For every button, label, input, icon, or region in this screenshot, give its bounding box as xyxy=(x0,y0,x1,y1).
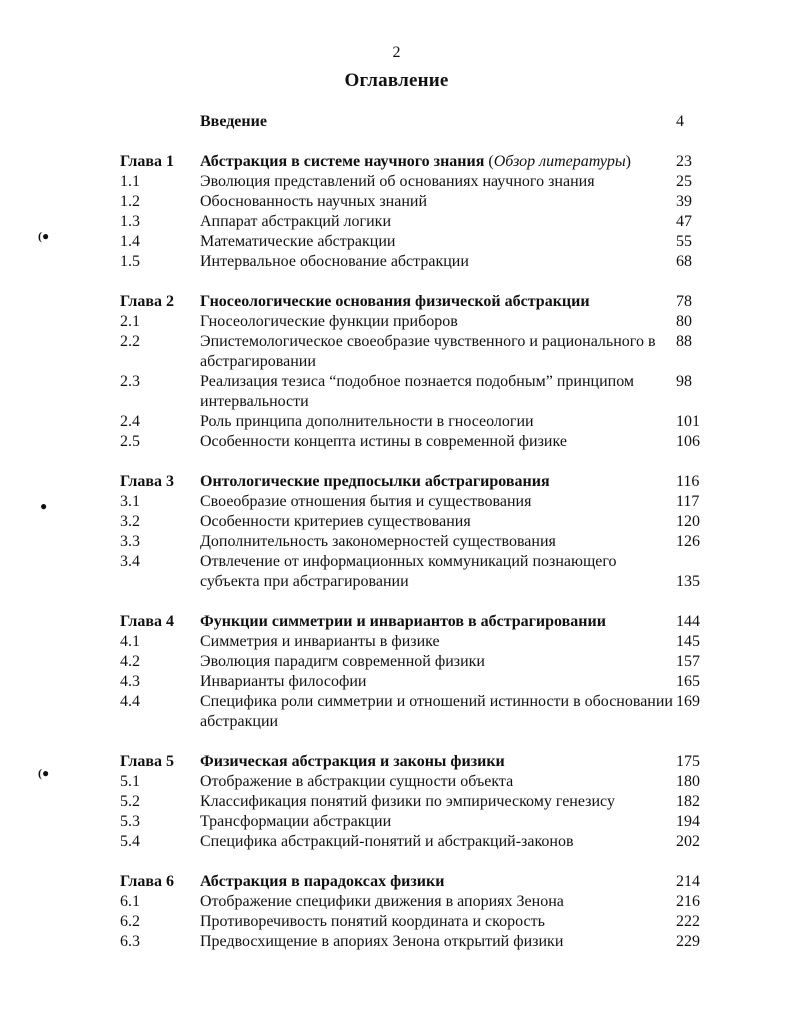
section-page: 117 xyxy=(676,493,700,510)
toc-row-chapter xyxy=(0,472,793,492)
section-page: 135 xyxy=(676,573,700,590)
section-page: 216 xyxy=(676,893,700,910)
toc-chapter xyxy=(0,152,793,272)
chapter-title xyxy=(200,752,674,772)
section-number: 4.2 xyxy=(120,653,140,670)
section-title: Дополнительность закономерностей существования xyxy=(200,533,556,550)
section-title: Особенности концепта истины в современной физике xyxy=(200,433,567,450)
chapter-title-paren-close: ) xyxy=(625,153,631,170)
chapter-title-paren-open: ( xyxy=(484,153,494,170)
section-number: 5.3 xyxy=(120,813,140,830)
toc-row-section xyxy=(0,172,793,192)
section-page: 106 xyxy=(676,433,700,450)
section-number: 1.5 xyxy=(120,253,140,270)
section-page: 202 xyxy=(676,833,700,850)
margin-mark: (● xyxy=(38,766,50,780)
section-page: 157 xyxy=(676,653,700,670)
toc-row-chapter xyxy=(0,292,793,312)
toc-row-section xyxy=(0,192,793,212)
toc-row-chapter xyxy=(0,612,793,632)
section-page: 120 xyxy=(676,513,700,530)
section-title: Своеобразие отношения бытия и существования xyxy=(200,493,532,510)
section-title: Предвосхищение в апориях Зенона открытий физики xyxy=(200,933,564,950)
section-number: 2.4 xyxy=(120,413,140,430)
section-number: 6.2 xyxy=(120,913,140,930)
section-page: 165 xyxy=(676,673,700,690)
toc-row-section xyxy=(0,252,793,272)
chapter-title xyxy=(200,872,674,892)
toc-row-section xyxy=(0,792,793,812)
table-of-contents xyxy=(0,112,793,972)
toc-row-intro xyxy=(0,112,793,132)
section-title: Противоречивость понятий координата и скорость xyxy=(200,913,545,930)
toc-chapter xyxy=(0,872,793,952)
margin-mark: (● xyxy=(38,229,50,243)
section-title: Отображение в абстракции сущности объекта xyxy=(200,773,514,790)
chapter-title-text: Абстракция в системе научного знания xyxy=(200,153,485,170)
toc-row-section xyxy=(0,832,793,852)
section-page: 98 xyxy=(676,373,692,390)
toc-chapter xyxy=(0,292,793,452)
section-number: 6.3 xyxy=(120,933,140,950)
chapter-page: 23 xyxy=(676,153,692,170)
toc-row-section xyxy=(0,692,793,732)
chapter-title-text: Абстракция в парадоксах физики xyxy=(200,873,445,890)
toc-row-section xyxy=(0,552,793,592)
toc-row-chapter xyxy=(0,752,793,772)
chapter-title-note: Обзор литературы xyxy=(493,153,626,170)
section-page: 222 xyxy=(676,913,700,930)
section-page: 68 xyxy=(676,253,692,270)
section-page: 229 xyxy=(676,933,700,950)
section-number: 5.2 xyxy=(120,793,140,810)
chapter-page: 78 xyxy=(676,293,692,310)
section-title: Реализация тезиса “подобное познается подобным” принципом интервальности xyxy=(200,373,635,410)
toc-row-section xyxy=(0,312,793,332)
toc-row-chapter xyxy=(0,872,793,892)
section-page: 194 xyxy=(676,813,700,830)
section-number: 1.2 xyxy=(120,193,140,210)
toc-row-section xyxy=(0,932,793,952)
section-number: 6.1 xyxy=(120,893,140,910)
toc-row-section xyxy=(0,232,793,252)
section-number: 2.1 xyxy=(120,313,140,330)
section-number: 4.1 xyxy=(120,633,140,650)
toc-row-section xyxy=(0,512,793,532)
margin-mark: ● xyxy=(40,499,48,513)
section-number: 3.3 xyxy=(120,533,140,550)
section-title: Эволюция представлений об основаниях научного знания xyxy=(200,173,595,190)
section-number: 3.4 xyxy=(120,553,140,570)
section-page: 101 xyxy=(676,413,700,430)
section-page: 180 xyxy=(676,773,700,790)
page-number: 2 xyxy=(392,44,401,61)
section-number: 2.3 xyxy=(120,373,140,390)
section-title: Отображение специфики движения в апориях Зенона xyxy=(200,893,564,910)
section-page: 169 xyxy=(676,693,700,710)
chapter-title-text: Онтологические предпосылки абстрагирования xyxy=(200,473,550,490)
section-page: 126 xyxy=(676,533,700,550)
toc-row-section xyxy=(0,372,793,412)
chapter-number: Глава 5 xyxy=(120,753,174,770)
section-title: Интервальное обоснование абстракции xyxy=(200,253,469,270)
section-number: 3.1 xyxy=(120,493,140,510)
section-number: 2.2 xyxy=(120,333,140,350)
toc-chapter xyxy=(0,612,793,732)
toc-row-section xyxy=(0,912,793,932)
chapter-number: Глава 4 xyxy=(120,613,174,630)
toc-row-chapter xyxy=(0,152,793,172)
chapter-title-text: Физическая абстракция и законы физики xyxy=(200,753,505,770)
toc-row-section xyxy=(0,632,793,652)
toc-row-section xyxy=(0,332,793,372)
section-page: 25 xyxy=(676,173,692,190)
section-number: 1.3 xyxy=(120,213,140,230)
section-page: 55 xyxy=(676,233,692,250)
toc-row-section xyxy=(0,652,793,672)
section-number: 4.3 xyxy=(120,673,140,690)
section-title: Инварианты философии xyxy=(200,673,367,690)
toc-row-section xyxy=(0,412,793,432)
section-title: Эпистемологическое своеобразие чувственного и рационального в абстрагировании xyxy=(200,333,656,370)
section-title: Эволюция парадигм современной физики xyxy=(200,653,485,670)
toc-row-section xyxy=(0,432,793,452)
chapter-title-text: Функции симметрии и инвариантов в абстрагировании xyxy=(200,613,606,630)
toc-row-section xyxy=(0,212,793,232)
section-title: Математические абстракции xyxy=(200,233,396,250)
chapter-number: Глава 2 xyxy=(120,293,174,310)
section-page: 47 xyxy=(676,213,692,230)
section-title: Особенности критериев существования xyxy=(200,513,471,530)
chapter-number: Глава 6 xyxy=(120,873,174,890)
section-page: 80 xyxy=(676,313,692,330)
section-title: Симметрия и инварианты в физике xyxy=(200,633,440,650)
section-title: Гносеологические функции приборов xyxy=(200,313,458,330)
section-title: Аппарат абстракций логики xyxy=(200,213,391,230)
section-page: 182 xyxy=(676,793,700,810)
chapter-title xyxy=(200,152,674,172)
section-number: 3.2 xyxy=(120,513,140,530)
chapter-number: Глава 3 xyxy=(120,473,174,490)
toc-row-section xyxy=(0,532,793,552)
section-title: Классификация понятий физики по эмпирическому генезису xyxy=(200,793,615,810)
section-title: Роль принципа дополнительности в гносеологии xyxy=(200,413,534,430)
toc-chapter xyxy=(0,472,793,592)
toc-row-section xyxy=(0,772,793,792)
section-number: 1.4 xyxy=(120,233,140,250)
section-title: Трансформации абстракции xyxy=(200,813,392,830)
section-title: Обоснованность научных знаний xyxy=(200,193,427,210)
section-page: 145 xyxy=(676,633,700,650)
chapter-title xyxy=(200,292,674,312)
page-title: Оглавление xyxy=(344,70,449,91)
chapter-page: 175 xyxy=(676,753,700,770)
toc-row-section xyxy=(0,892,793,912)
section-number: 2.5 xyxy=(120,433,140,450)
chapter-number: Глава 1 xyxy=(120,153,174,170)
section-page: 88 xyxy=(676,333,692,350)
chapter-page: 144 xyxy=(676,613,700,630)
section-number: 5.1 xyxy=(120,773,140,790)
toc-intro xyxy=(0,112,793,132)
toc-row-section xyxy=(0,492,793,512)
toc-row-section xyxy=(0,672,793,692)
section-page: 39 xyxy=(676,193,692,210)
chapter-title xyxy=(200,472,674,492)
chapter-page: 214 xyxy=(676,873,700,890)
chapter-title-text: Гносеологические основания физической абстракции xyxy=(200,293,590,310)
section-number: 5.4 xyxy=(120,833,140,850)
section-number: 4.4 xyxy=(120,693,140,710)
section-title: Отвлечение от информационных коммуникаций познающего субъекта при абстрагировании xyxy=(200,553,617,590)
intro-label: Введение xyxy=(200,113,267,130)
toc-chapter xyxy=(0,752,793,852)
toc-row-section xyxy=(0,812,793,832)
section-title: Специфика абстракций-понятий и абстракций-законов xyxy=(200,833,574,850)
chapter-page: 116 xyxy=(676,473,700,490)
section-title: Специфика роли симметрии и отношений истинности в обосновании абстракции xyxy=(200,693,673,730)
section-number: 1.1 xyxy=(120,173,140,190)
intro-page: 4 xyxy=(676,113,684,130)
chapter-title xyxy=(200,612,674,632)
